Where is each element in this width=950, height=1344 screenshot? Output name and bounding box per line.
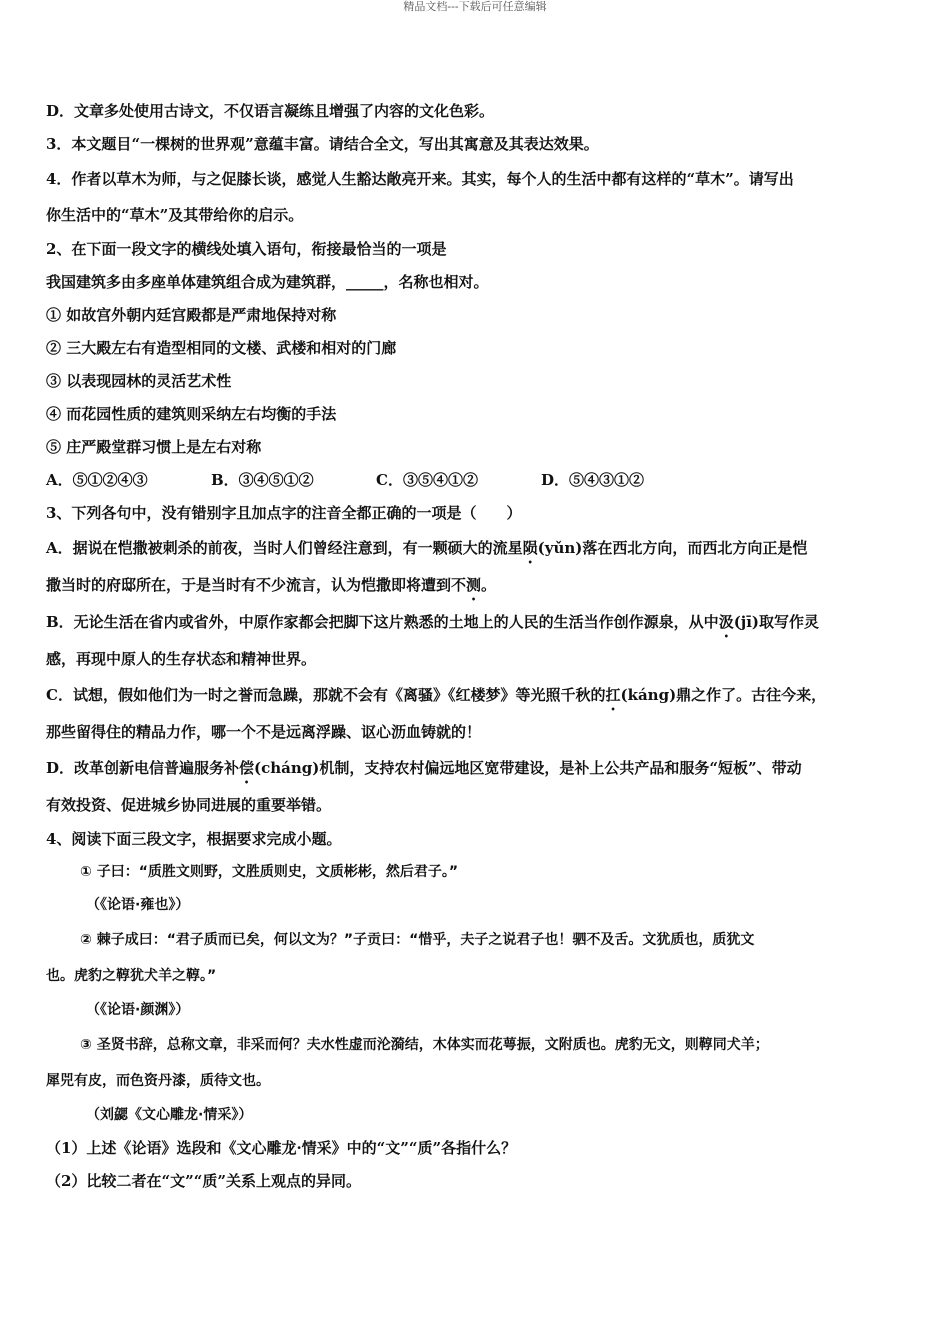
q2-item-2: ② 三大殿左右有造型相同的文楼、武楼和相对的门廊 xyxy=(46,339,397,357)
document-body xyxy=(46,95,906,1198)
dotted-char: 汲 xyxy=(718,613,734,631)
q3-option-b-line2: 感，再现中原人的生存状态和精神世界。 xyxy=(46,650,317,668)
q2-item-5: ⑤ 庄严殿堂群习惯上是左右对称 xyxy=(46,438,262,456)
q4-passage-2-line2: 也。虎豹之鞟犹犬羊之鞟。” xyxy=(46,968,217,984)
q4-passage-3-line1: ③ 圣贤书辞，总称文章，非采而何？夫水性虚而沦漪结，木体实而花萼振，文附质也。虎豹无文，则鞟同犬羊； xyxy=(80,1037,769,1053)
q2-passage: 我国建筑多由多座单体建筑组合成为建筑群，_____，名称也相对。 xyxy=(46,273,489,291)
q3-option-a-line1: A．据说在恺撒被刺杀的前夜，当时人们曾经注意到，有一颗硕大的流星陨(yǔn)落在西北方向，而西北方向正是恺 xyxy=(46,539,808,557)
q4-passage-3-line2: 犀兕有皮，而色资丹漆，质待文也。 xyxy=(46,1073,270,1089)
q3-option-d-line1: D．改革创新电信普遍服务补偿(cháng)机制，支持农村偏远地区宽带建设，是补上公共产品和服务“短板”、带动 xyxy=(46,759,802,777)
q3-stem: 3、下列各句中，没有错别字且加点字的注音全都正确的一项是（ ） xyxy=(46,504,522,522)
q2-item-4: ④ 而花园性质的建筑则采纳左右均衡的手法 xyxy=(46,405,337,423)
q3-option-d-line2: 有效投资、促进城乡协同进展的重要举错。 xyxy=(46,796,332,814)
page-header: 精品文档---下载后可任意编辑 xyxy=(403,0,547,13)
q4-passage-1-source: （《论语·雍也》） xyxy=(86,897,190,913)
q2-item-1: ① 如故宫外朝内廷宫殿都是严肃地保持对称 xyxy=(46,306,337,324)
q4-passage-2-source: （《论语·颜渊》） xyxy=(86,1002,190,1018)
q1-option-d: D．文章多处使用古诗文，不仅语言凝练且增强了内容的文化色彩。 xyxy=(46,102,495,120)
q1-item-4-line2: 你生活中的“草木”及其带给你的启示。 xyxy=(46,206,304,224)
q4-sub-question-1: （1）上述《论语》选段和《文心雕龙·情采》中的“文”“质”各指什么？ xyxy=(46,1139,517,1157)
q4-passage-2-line1: ② 棘子成曰：“君子质而已矣，何以文为？”子贡曰：“惜乎，夫子之说君子也！驷不及舌。文犹质也，质犹文 xyxy=(80,932,755,948)
dotted-char: 测 xyxy=(466,576,482,594)
q3-option-b-line1: B．无论生活在省内或省外，中原作家都会把脚下这片熟悉的土地上的人民的生活当作创作源泉，从中汲(jī)取写作灵 xyxy=(46,613,820,631)
dotted-char: 扛 xyxy=(605,686,621,704)
dotted-char: 偿 xyxy=(239,759,255,777)
q4-passage-3-source: （刘勰《文心雕龙·情采》） xyxy=(86,1107,253,1123)
q1-item-3: 3．本文题目“一棵树的世界观”意蕴丰富。请结合全文，写出其寓意及其表达效果。 xyxy=(46,135,599,153)
q2-option-c: C．③⑤④①② xyxy=(376,471,478,489)
dotted-char: 陨 xyxy=(522,539,538,557)
q3-option-c-line1: C．试想，假如他们为一时之誉而急躁，那就不会有《离骚》《红楼梦》等光照千秋的扛(káng)鼎之作了。古往今来， xyxy=(46,686,827,704)
q2-option-d: D．⑤④③①② xyxy=(541,471,645,489)
q4-passage-1: ① 子曰：“质胜文则野，文胜质则史，文质彬彬，然后君子。” xyxy=(80,864,459,880)
q3-option-c-line2: 那些留得住的精品力作，哪一个不是远离浮躁、讴心沥血铸就的！ xyxy=(46,723,482,741)
q2-option-b: B．③④⑤①② xyxy=(211,471,314,489)
q2-item-3: ③ 以表现园林的灵活艺术性 xyxy=(46,372,232,390)
q2-stem: 2、在下面一段文字的横线处填入语句，衔接最恰当的一项是 xyxy=(46,240,447,258)
q2-options xyxy=(46,464,906,497)
q3-option-a-line2: 撒当时的府邸所在，于是当时有不少流言，认为恺撒即将遭到不测。 xyxy=(46,576,497,594)
q4-sub-question-2: （2）比较二者在“文”“质”关系上观点的异同。 xyxy=(46,1172,361,1190)
q4-stem: 4、阅读下面三段文字，根据要求完成小题。 xyxy=(46,830,342,848)
q2-option-a: A．⑤①②④③ xyxy=(46,471,148,489)
q1-item-4-line1: 4．作者以草木为师，与之促膝长谈，感觉人生豁达敞亮开来。其实，每个人的生活中都有这样的“草木”。请写出 xyxy=(46,170,794,188)
